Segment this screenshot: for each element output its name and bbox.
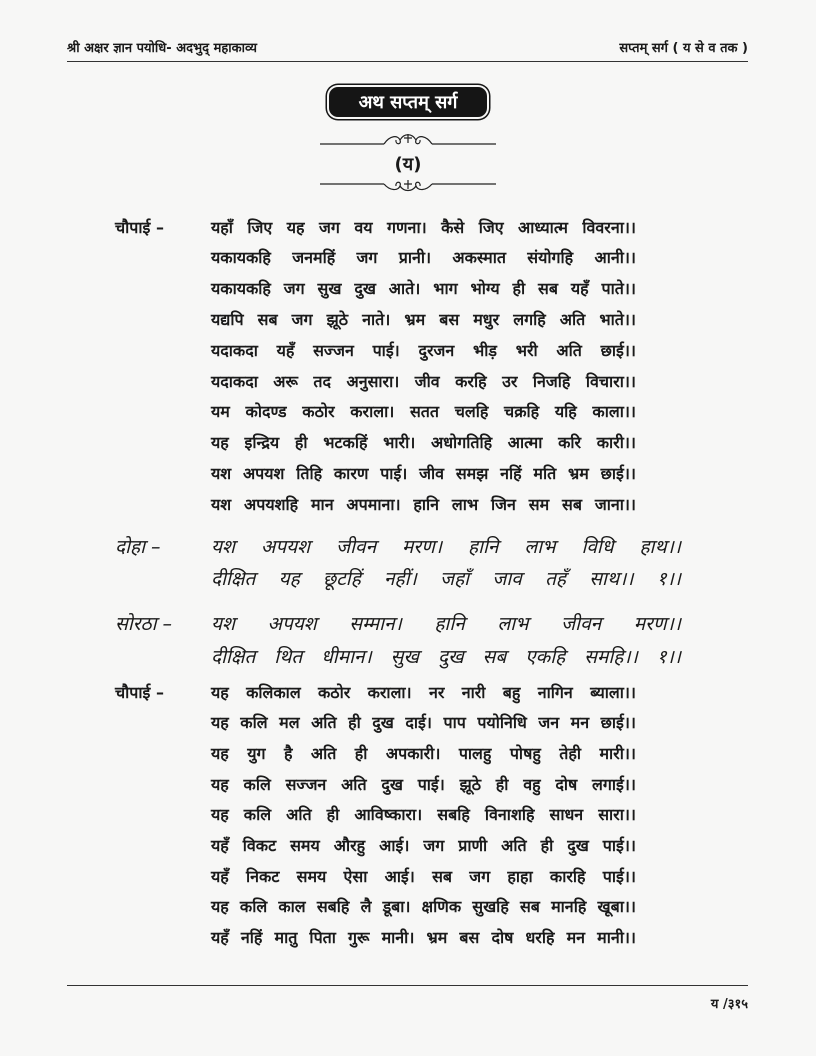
- verse-line: यह कलि अति ही आविष्कारा। सबहि विनाशहि साधन सारा।।: [211, 805, 636, 824]
- verse-line: यह कलि मल अति ही दुख दाई। पाप पयोनिधि जन मन छाई।।: [211, 713, 636, 732]
- page-number: य /३१५: [710, 997, 748, 1012]
- verse-line: यह इन्द्रिय ही भटकहिं भारी। अधोगतिहि आत्मा करि कारी।।: [211, 433, 636, 452]
- verse-line: दीक्षित यह छूटहिं नहीं। जहाँ जाव तहँ साथ।। १।।: [211, 568, 681, 590]
- verse-label-doha: दोहा –: [115, 536, 161, 558]
- verse-line: यकायकहि जनमहिं जग प्रानी। अकस्मात संयोगहि आनी।।: [211, 248, 636, 267]
- verse-line: यदाकदा यहँ सज्जन पाई। दुरजन भीड़ भरी अति छाई।।: [211, 341, 636, 360]
- verse-line: दीक्षित थित धीमान। सुख दुख सब एकहि समहि।। १।।: [211, 646, 681, 668]
- verse-line: यह कलि सज्जन अति दुख पाई। झूठे ही वहु दोष लगाई।।: [211, 775, 636, 794]
- chapter-title-badge: अथ सप्तम् सर्ग: [329, 87, 487, 117]
- header-rule: [67, 61, 748, 62]
- verse-line: यश अपयश जीवन मरण। हानि लाभ विधि हाथ।।: [211, 536, 681, 558]
- verse-line: यश अपयशहि मान अपमाना। हानि लाभ जिन सम सब जाना।।: [211, 495, 636, 514]
- footer-rule: [67, 985, 748, 986]
- verse-line: यदाकदा अरू तद अनुसारा। जीव करहि उर निजहि विचारा।।: [211, 372, 636, 391]
- verse-line: यहँ नहिं मातु पिता गुरू मानी। भ्रम बस दोष धरहि मन मानी।।: [211, 928, 636, 947]
- verse-line: यश अपयश सम्मान। हानि लाभ जीवन मरण।।: [211, 613, 681, 635]
- verse-line: यह कलि काल सबहि लै डूबा। क्षणिक सुखहि सब मानहि खूबा।।: [211, 897, 636, 916]
- verse-line: यश अपयश तिहि कारण पाई। जीव समझ नहिं मति भ्रम छाई।।: [211, 464, 636, 483]
- section-letter: (य): [394, 154, 422, 175]
- verse-line: यहँ विकट समय औरहु आई। जग प्राणी अति ही दुख पाई।।: [211, 836, 636, 855]
- flourish-divider-top-icon: [320, 131, 496, 147]
- header-left-title: श्री अक्षर ज्ञान पयोधि- अदभुद् महाकाव्य: [67, 41, 257, 56]
- verse-label-chaupai: चौपाई –: [115, 683, 164, 702]
- verse-label-sortha: सोरठा –: [115, 613, 173, 635]
- verse-line: यद्यपि सब जग झूठे नाते। भ्रम बस मधुर लगहि अति भाते।।: [211, 310, 636, 329]
- verse-line: यम कोदण्ड कठोर कराला। सतत चलहि चक्रहि यहि काला।।: [211, 402, 636, 421]
- verse-line: यहाँ जिए यह जग वय गणना। कैसे जिए आध्यात्म विवरना।।: [211, 218, 636, 237]
- verse-line: यह कलिकाल कठोर कराला। नर नारी बहु नागिन ब्याला।।: [211, 683, 636, 702]
- flourish-divider-bottom-icon: [320, 176, 496, 192]
- verse-line: यकायकहि जग सुख दुख आते। भाग भोग्य ही सब यहँ पाते।।: [211, 279, 636, 298]
- verse-line: यह युग है अति ही अपकारी। पालहु पोषहु तेही मारी।।: [211, 744, 636, 763]
- verse-line: यहँ निकट समय ऐसा आई। सब जग हाहा कारहि पाई।।: [211, 867, 636, 886]
- header-right-title: सप्तम् सर्ग ( य से व तक ): [619, 41, 748, 56]
- verse-label-chaupai: चौपाई –: [115, 218, 164, 237]
